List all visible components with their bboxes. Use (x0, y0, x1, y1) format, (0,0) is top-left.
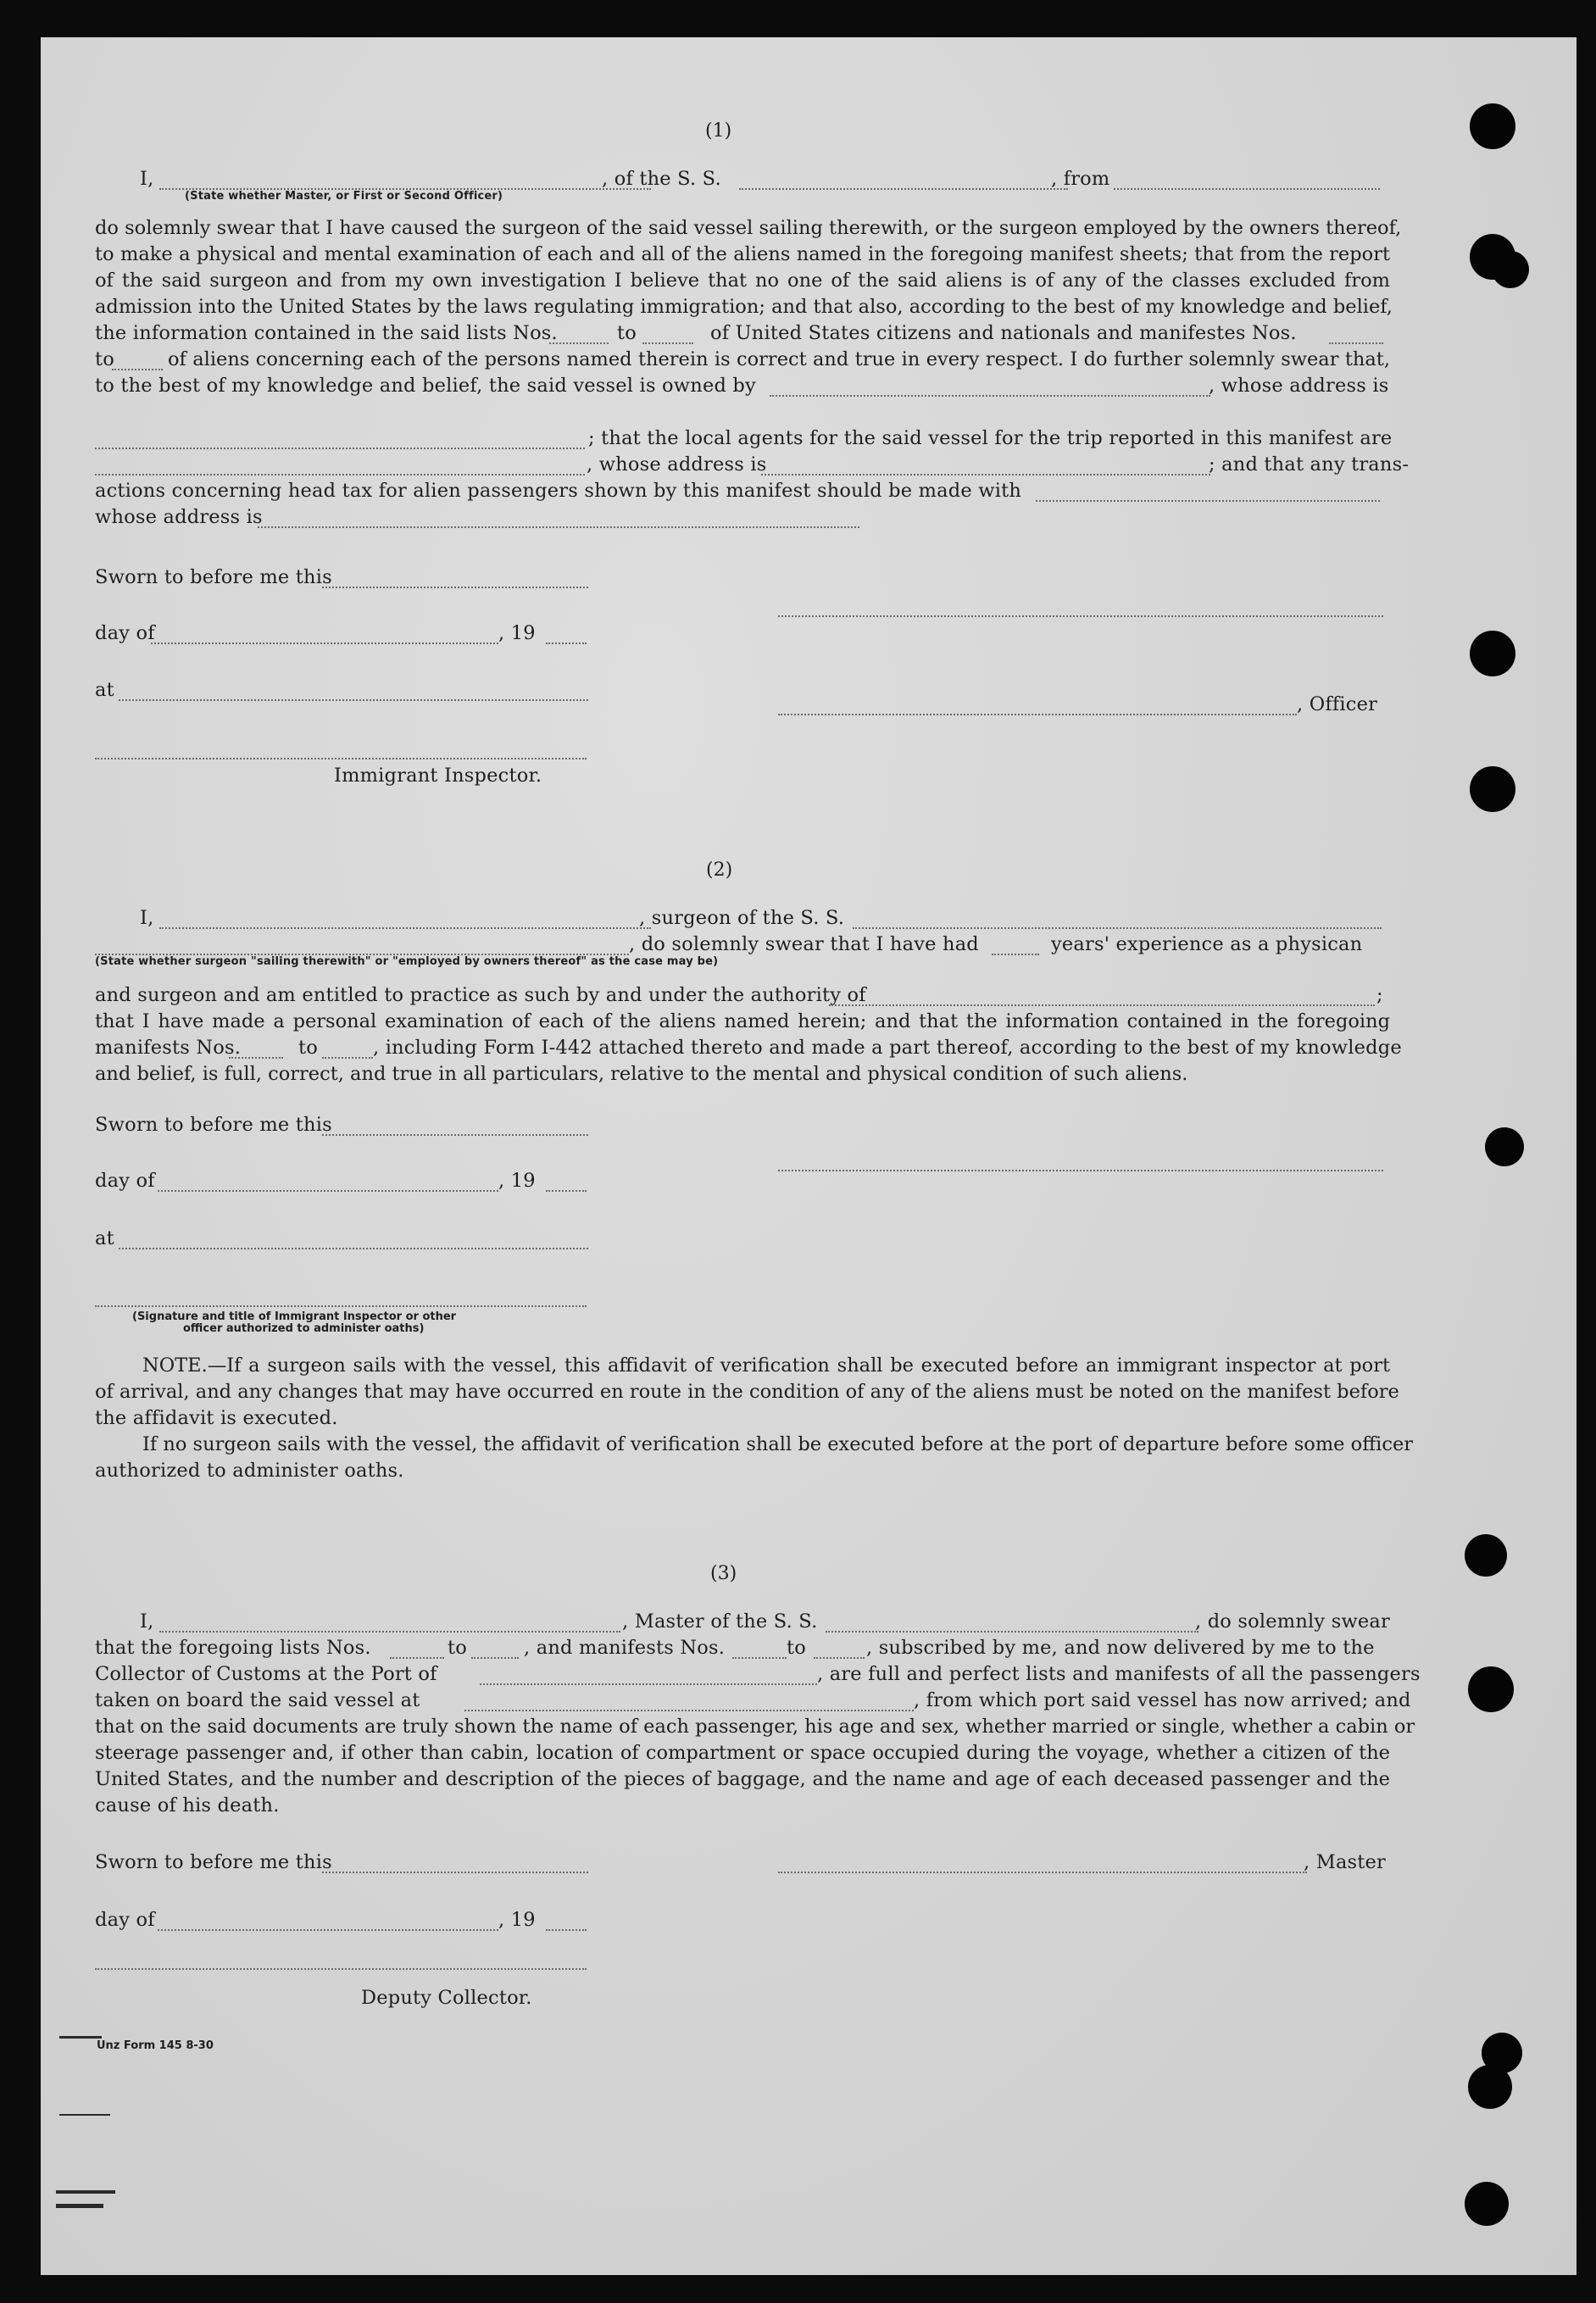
day-of-label: day of (95, 1909, 155, 1931)
inspector-signature-line[interactable] (95, 758, 587, 759)
section-1-number: (1) (705, 120, 732, 142)
year-label: , 19 (498, 622, 536, 644)
surgeon-swear-text: , do solemnly swear that I have had (629, 933, 979, 955)
sworn-date-field[interactable] (322, 1872, 588, 1873)
surgeon-paragraph-line: that I have made a personal examination of each of the aliens named herein; and that the information contained in the foregoing (95, 1010, 1390, 1032)
authority-field[interactable] (829, 1004, 1375, 1006)
signature-title-hint: officer authorized to administer oaths) (183, 1322, 425, 1335)
immigrant-inspector-label: Immigrant Inspector. (334, 765, 542, 787)
day-of-label: day of (95, 1170, 155, 1192)
master-ship-field[interactable] (826, 1631, 1198, 1633)
alien-manifest-to-field[interactable] (112, 369, 163, 370)
scan-mark (59, 2036, 102, 2039)
master-paragraph-line: that on the said documents are truly shown the name of each passenger, his age and sex, whether married or single, whether a cabin or (95, 1716, 1415, 1738)
trans-text: ; and that any trans- (1209, 453, 1410, 476)
whose-address-label: whose address is (95, 506, 263, 528)
scan-mark (56, 2204, 103, 2208)
master-swear-text: , do solemnly swear (1195, 1610, 1390, 1633)
sworn-date-field[interactable] (322, 1134, 588, 1136)
year-field[interactable] (546, 1190, 587, 1192)
surgeon-type-hint: (State whether surgeon "sailing therewith" or "employed by owners thereof" as the case may be) (95, 955, 719, 968)
day-of-field[interactable] (158, 1190, 498, 1192)
manifests-to-label: to (787, 1637, 806, 1659)
surgeon-ship-label: , surgeon of the S. S. (639, 907, 845, 929)
officer-rank-hint: (State whether Master, or First or Second Officer) (185, 190, 503, 203)
sworn-label: Sworn to before me this (95, 1114, 332, 1136)
manifest-to-field[interactable] (322, 1057, 373, 1059)
section-3-number: (3) (710, 1563, 737, 1584)
master-ship-label: , Master of the S. S. (622, 1610, 818, 1633)
year-label: , 19 (498, 1170, 536, 1192)
at-place-field[interactable] (119, 699, 588, 701)
alien-to-label: to (95, 348, 114, 370)
surgeon-name-field[interactable] (159, 927, 651, 929)
deputy-collector-label: Deputy Collector. (361, 1987, 532, 2009)
lists-to-field[interactable] (471, 1657, 519, 1659)
manifests-to-label: to (298, 1037, 318, 1059)
agents-address-label: , whose address is (587, 453, 767, 476)
sworn-label: Sworn to before me this (95, 1851, 332, 1873)
info-lists-text-b: of United States citizens and nationals and manifestes Nos. (710, 322, 1297, 344)
master-signature-line[interactable] (778, 1872, 1307, 1873)
local-agents-text: ; that the local agents for the said vessel for the trip reported in this manifest are (588, 427, 1393, 449)
day-of-label: day of (95, 622, 155, 644)
day-of-field[interactable] (158, 1929, 498, 1931)
officer-label: , Officer (1297, 693, 1378, 715)
delivered-text: , subscribed by me, and now delivered by me to the (866, 1637, 1375, 1659)
punch-hole (1492, 251, 1529, 288)
agents-field[interactable] (95, 474, 585, 476)
head-tax-address-field[interactable] (258, 526, 859, 528)
owner-field[interactable] (770, 395, 1210, 397)
master-intro: I, (140, 1610, 154, 1633)
ship-label: , of the S. S. (602, 168, 721, 190)
manifests-from-field[interactable] (732, 1657, 787, 1659)
citizen-list-from-field[interactable] (549, 342, 609, 344)
oath-intro: I, (140, 168, 154, 190)
manifests-nos-label: , and manifests Nos. (524, 1637, 726, 1659)
punch-hole (1465, 2182, 1509, 2226)
master-paragraph-line: cause of his death. (95, 1794, 280, 1816)
surgeon-signature-line[interactable] (778, 1170, 1383, 1171)
from-label: , from (1051, 168, 1110, 190)
head-tax-contact-field[interactable] (1036, 500, 1380, 502)
at-label: at (95, 679, 114, 701)
signature-title-hint: (Signature and title of Immigrant Inspector or other (132, 1310, 457, 1323)
scan-mark (59, 2114, 110, 2116)
inspector-signature-line[interactable] (95, 1305, 587, 1307)
collector-text: Collector of Customs at the Port of (95, 1663, 437, 1685)
manifests-to-field[interactable] (814, 1657, 865, 1659)
master-paragraph-line: United States, and the number and description of the pieces of baggage, and the name and age of each deceased passenger and the (95, 1768, 1390, 1790)
oath-paragraph-line: to make a physical and mental examination of each and all of the aliens named in the foregoing manifest sheets; that from the report (95, 243, 1390, 265)
surgeon-ship-field[interactable] (853, 927, 1382, 929)
master-paragraph-line: steerage passenger and, if other than cabin, location of compartment or space occupied during the voyage, whether a citizen of the (95, 1742, 1390, 1764)
citizen-list-to-field[interactable] (642, 342, 693, 344)
oath-paragraph-line: of aliens concerning each of the persons named therein is correct and true in every respect. I do further solemnly swear that, (168, 348, 1390, 370)
from-port-field[interactable] (1114, 188, 1380, 190)
form-i442-text: , including Form I-442 attached thereto and made a part thereof, according to the best of my knowledge (373, 1037, 1402, 1059)
full-perfect-text: , are full and perfect lists and manifests of all the passengers (817, 1663, 1421, 1685)
year-field[interactable] (546, 643, 587, 644)
form-number: Unz Form 145 8-30 (97, 2039, 214, 2052)
ship-name-field[interactable] (739, 188, 1068, 190)
punch-hole (1470, 103, 1515, 149)
master-name-field[interactable] (159, 1631, 620, 1633)
authority-text: and surgeon and am entitled to practice as such by and under the authority of (95, 984, 866, 1006)
punch-hole (1470, 631, 1515, 676)
lists-to-label: to (448, 1637, 467, 1659)
years-experience-text: years' experience as a physican (1051, 933, 1363, 955)
info-lists-to: to (617, 322, 637, 344)
lists-nos-label: that the foregoing lists Nos. (95, 1637, 371, 1659)
arrived-text: , from which port said vessel has now arrived; and (914, 1689, 1411, 1711)
surgeon-paragraph-line: and belief, is full, correct, and true in all particulars, relative to the mental and physical condition of such aliens. (95, 1063, 1188, 1085)
lists-from-field[interactable] (390, 1657, 444, 1659)
taken-on-board-text: taken on board the said vessel at (95, 1689, 420, 1711)
punch-hole (1465, 1534, 1507, 1577)
year-field[interactable] (546, 1929, 587, 1931)
at-place-field[interactable] (119, 1248, 588, 1249)
manifest-from-field[interactable] (229, 1057, 283, 1059)
officer-signature-line[interactable] (778, 615, 1383, 617)
manifests-nos-label: manifests Nos. (95, 1037, 242, 1059)
departure-port-field[interactable] (464, 1710, 914, 1711)
collector-signature-line[interactable] (95, 1968, 587, 1970)
year-label: , 19 (498, 1909, 536, 1931)
owner-address-label: , whose address is (1209, 375, 1389, 397)
punch-hole (1470, 766, 1515, 812)
surgeon-intro: I, (140, 907, 154, 929)
punch-hole (1468, 1666, 1514, 1712)
note-line: of arrival, and any changes that may have occurred en route in the condition of any of the aliens must be noted on the manifest before (95, 1381, 1399, 1403)
oath-paragraph-line: admission into the United States by the laws regulating immigration; and that also, according to the best of my knowledge and belief, (95, 296, 1393, 318)
authority-semicolon: ; (1376, 984, 1383, 1006)
note-line: the affidavit is executed. (95, 1407, 338, 1429)
years-experience-field[interactable] (992, 954, 1039, 955)
head-tax-text: actions concerning head tax for alien passengers shown by this manifest should be made with (95, 480, 1022, 502)
scan-mark (56, 2190, 115, 2194)
master-label: , Master (1304, 1851, 1387, 1873)
note-line: If no surgeon sails with the vessel, the affidavit of verification shall be executed before at the port of departure before some officer (142, 1433, 1414, 1455)
oath-paragraph-line: of the said surgeon and from my own investigation I believe that no one of the said aliens is of any of the classes excluded from (95, 270, 1390, 292)
port-field[interactable] (480, 1683, 817, 1685)
section-2-number: (2) (706, 859, 733, 881)
at-label: at (95, 1227, 114, 1249)
note-line: NOTE.—If a surgeon sails with the vessel, this affidavit of verification shall be executed before an immigrant inspector at port (142, 1355, 1390, 1377)
oath-paragraph-line: do solemnly swear that I have caused the surgeon of the said vessel sailing therewith, or the surgeon employed by the owners thereof, (95, 217, 1402, 239)
sworn-label: Sworn to before me this (95, 566, 332, 588)
manifest-affidavit-sheet (41, 37, 1577, 2275)
officer-title-line[interactable] (778, 714, 1297, 715)
punch-hole (1485, 1127, 1524, 1166)
sworn-date-field[interactable] (322, 587, 588, 588)
info-lists-text: the information contained in the said lists Nos. (95, 322, 558, 344)
owned-by-text: to the best of my knowledge and belief, the said vessel is owned by (95, 375, 756, 397)
alien-manifest-from-field[interactable] (1329, 342, 1383, 344)
day-of-field[interactable] (151, 643, 498, 644)
note-line: authorized to administer oaths. (95, 1460, 404, 1482)
punch-hole (1468, 2065, 1512, 2109)
agents-address-field[interactable] (761, 474, 1210, 476)
owner-address-field[interactable] (95, 448, 585, 449)
